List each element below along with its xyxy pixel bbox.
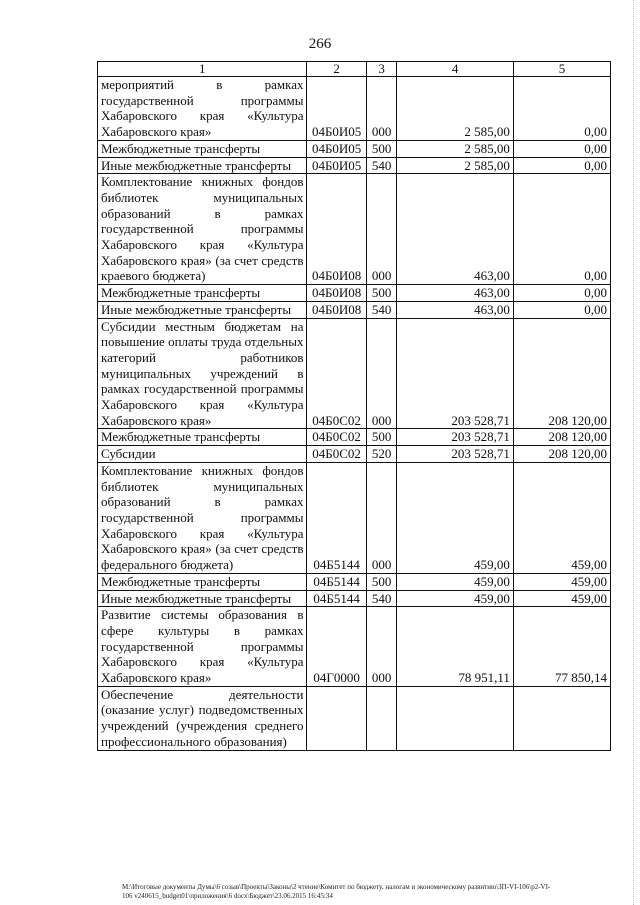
row-value-2015-cell: 0,00 (513, 77, 610, 141)
row-name-cell: Межбюджетные трансферты (98, 285, 307, 302)
row-name-cell: мероприятий в рамках государственной программы Хабаровского края «Культура Хабаровского края» (98, 77, 307, 141)
row-type-cell: 000 (366, 318, 397, 429)
table-row (98, 686, 611, 750)
row-value-2014-cell: 463,00 (397, 285, 513, 302)
row-value-2015-cell: 459,00 (513, 590, 610, 607)
row-value-2014-cell: 203 528,71 (397, 446, 513, 463)
row-value-2014-cell: 463,00 (397, 174, 513, 285)
row-value-2015-cell: 459,00 (513, 573, 610, 590)
row-name-cell: Субсидии (98, 446, 307, 463)
row-value-2015-cell: 77 850,14 (513, 607, 610, 687)
row-name-cell: Обеспечение деятельности (оказание услуг) подведомственных учреждений (учреждения среднего профессионального образования) (98, 686, 307, 750)
row-code-cell: 04Б0И08 (307, 285, 366, 302)
table-row (98, 607, 611, 687)
row-code-cell: 04Б0С02 (307, 429, 366, 446)
column-header: 4 (397, 62, 513, 77)
document-footer-path (122, 883, 622, 901)
row-code-cell (307, 686, 366, 750)
row-value-2015-cell: 459,00 (513, 462, 610, 573)
row-value-2015-cell: 208 120,00 (513, 446, 610, 463)
column-header: 5 (513, 62, 610, 77)
row-value-2014-cell: 2 585,00 (397, 157, 513, 174)
footer-path-line-2: 106 v240615_budget01\приложения\6 docx\Бюджет\23.06.2015 16:45:34 (122, 892, 333, 900)
table-body (98, 77, 611, 751)
row-value-2014-cell: 203 528,71 (397, 318, 513, 429)
table-row (98, 140, 611, 157)
row-code-cell: 04Б5144 (307, 590, 366, 607)
table-header-row (98, 62, 611, 77)
table-row (98, 429, 611, 446)
table-row (98, 301, 611, 318)
row-type-cell: 540 (366, 590, 397, 607)
row-type-cell: 500 (366, 285, 397, 302)
row-code-cell: 04Б5144 (307, 573, 366, 590)
footer-path-line-1: M:\Итоговые документы Думы\6 созыв\Проекты\Законы\2 чтение\Комитет по бюджету, налогам и экономическому развитию\ЗП-VI-106\p2-VI- (122, 883, 551, 891)
row-type-cell: 000 (366, 77, 397, 141)
table-row (98, 174, 611, 285)
row-value-2014-cell: 459,00 (397, 573, 513, 590)
row-value-2015-cell: 0,00 (513, 285, 610, 302)
row-value-2015-cell: 208 120,00 (513, 318, 610, 429)
table-row (98, 157, 611, 174)
row-value-2014-cell: 78 951,11 (397, 607, 513, 687)
page-number: 266 (308, 36, 332, 52)
row-value-2015-cell: 0,00 (513, 301, 610, 318)
table-row (98, 446, 611, 463)
row-code-cell: 04Б0И05 (307, 157, 366, 174)
row-name-cell: Развитие системы образования в сфере культуры в рамках государственной программы Хабаровского края «Культура Хабаровского края» (98, 607, 307, 687)
row-value-2015-cell: 0,00 (513, 140, 610, 157)
page-edge-line (632, 0, 634, 905)
row-name-cell: Комплектование книжных фондов библиотек муниципальных образований в рамках государственной программы Хабаровского края «Культура Хабаровского края» (за счет средств краевого бюджета) (98, 174, 307, 285)
row-value-2014-cell: 459,00 (397, 590, 513, 607)
row-name-cell: Межбюджетные трансферты (98, 140, 307, 157)
budget-table (97, 61, 611, 751)
row-type-cell: 000 (366, 607, 397, 687)
row-type-cell (366, 686, 397, 750)
row-name-cell: Комплектование книжных фондов библиотек муниципальных образований в рамках государственной программы Хабаровского края «Культура Хабаровского края» (за счет средств федерального бюджета) (98, 462, 307, 573)
row-name-cell: Межбюджетные трансферты (98, 429, 307, 446)
table-row (98, 77, 611, 141)
row-code-cell: 04Б0С02 (307, 318, 366, 429)
row-type-cell: 500 (366, 429, 397, 446)
row-name-cell: Иные межбюджетные трансферты (98, 301, 307, 318)
row-code-cell: 04Б0И08 (307, 301, 366, 318)
row-value-2014-cell: 459,00 (397, 462, 513, 573)
row-value-2014-cell: 463,00 (397, 301, 513, 318)
row-value-2014-cell: 2 585,00 (397, 140, 513, 157)
column-header: 3 (366, 62, 397, 77)
row-value-2015-cell: 208 120,00 (513, 429, 610, 446)
row-type-cell: 000 (366, 462, 397, 573)
row-type-cell: 520 (366, 446, 397, 463)
column-header: 2 (307, 62, 366, 77)
row-type-cell: 540 (366, 157, 397, 174)
row-type-cell: 000 (366, 174, 397, 285)
row-name-cell: Иные межбюджетные трансферты (98, 590, 307, 607)
row-value-2015-cell: 0,00 (513, 157, 610, 174)
row-name-cell: Иные межбюджетные трансферты (98, 157, 307, 174)
row-value-2015-cell (513, 686, 610, 750)
table-row (98, 285, 611, 302)
row-code-cell: 04Б0И08 (307, 174, 366, 285)
table-row (98, 573, 611, 590)
table-row (98, 590, 611, 607)
table-row (98, 462, 611, 573)
row-type-cell: 500 (366, 573, 397, 590)
row-type-cell: 500 (366, 140, 397, 157)
row-value-2014-cell (397, 686, 513, 750)
row-value-2015-cell: 0,00 (513, 174, 610, 285)
row-code-cell: 04Б0И05 (307, 140, 366, 157)
row-code-cell: 04Б5144 (307, 462, 366, 573)
row-code-cell: 04Б0С02 (307, 446, 366, 463)
row-code-cell: 04Б0И05 (307, 77, 366, 141)
row-value-2014-cell: 2 585,00 (397, 77, 513, 141)
row-code-cell: 04Г0000 (307, 607, 366, 687)
table-row (98, 318, 611, 429)
row-name-cell: Межбюджетные трансферты (98, 573, 307, 590)
row-value-2014-cell: 203 528,71 (397, 429, 513, 446)
column-header: 1 (98, 62, 307, 77)
row-type-cell: 540 (366, 301, 397, 318)
row-name-cell: Субсидии местным бюджетам на повышение оплаты труда отдельных категорий работников муниципальных учреждений в рамках государственной программы Хабаровского края «Культура Хабаровского края» (98, 318, 307, 429)
